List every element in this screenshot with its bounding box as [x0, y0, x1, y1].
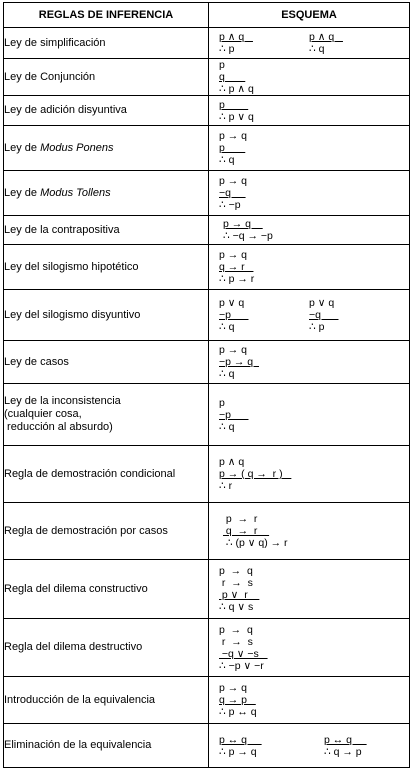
scheme-line: q → p: [219, 694, 256, 706]
scheme-line: q: [219, 71, 246, 83]
rule-name: Ley de la contrapositiva: [4, 216, 209, 245]
scheme-line: p ∨ q: [309, 297, 335, 309]
scheme-line: p: [219, 396, 225, 409]
rule-scheme: [209, 341, 410, 384]
rule-name: Regla de demostración condicional: [4, 446, 209, 503]
table-row: [4, 28, 410, 59]
table-row: [4, 171, 410, 216]
scheme-block: [219, 130, 247, 166]
table-row: [4, 126, 410, 171]
rule-name-line: Ley de la inconsistencia: [4, 395, 121, 407]
scheme-line: p → q: [219, 344, 248, 356]
scheme-line: p ∧ q: [309, 31, 343, 43]
scheme-line: r → s: [219, 577, 253, 589]
scheme-line: r → s: [219, 635, 253, 648]
scheme-line: −p → q: [219, 356, 259, 368]
rule-name: Ley de adición disyuntiva: [4, 96, 209, 126]
rule-name: Regla del dilema destructivo: [4, 619, 209, 677]
rule-scheme: [209, 28, 410, 59]
rule-scheme: [209, 446, 410, 503]
table-row: [4, 560, 410, 619]
scheme-line: p ∨ q: [219, 297, 245, 309]
scheme-block: [219, 175, 247, 211]
scheme-line: p → q: [219, 249, 248, 261]
scheme-block: [219, 31, 253, 55]
rule-name-part: Ley de: [4, 186, 41, 199]
scheme-line: ∴ r: [219, 480, 233, 492]
scheme-block: [219, 59, 254, 95]
scheme-block: [223, 513, 288, 549]
rule-column-header: REGLAS DE INFERENCIA: [4, 3, 209, 28]
scheme-line: p → q: [219, 682, 248, 694]
rule-scheme: [209, 290, 410, 341]
scheme-line: p ∨ r: [219, 589, 260, 601]
scheme-line: p ↔ q: [324, 733, 367, 746]
table-row: [4, 216, 410, 245]
rule-name: [4, 171, 209, 216]
scheme-line: ∴ p → q: [219, 745, 257, 758]
scheme-column-header: ESQUEMA: [209, 3, 410, 28]
scheme-line: ∴ p ∧ q: [219, 83, 254, 95]
scheme-line: ∴ q → p: [324, 745, 362, 758]
scheme-line: ∴ q: [219, 368, 235, 380]
rule-scheme: [209, 503, 410, 560]
scheme-line: ∴ −p ∨ −r: [219, 659, 264, 672]
scheme-block: [219, 297, 248, 333]
rule-scheme: [209, 724, 410, 768]
table-row: [4, 341, 410, 384]
rule-name: Eliminación de la equivalencia: [4, 724, 209, 768]
scheme-line: p → q: [219, 623, 253, 636]
scheme-block: [219, 734, 262, 758]
scheme-block: [219, 456, 291, 492]
rule-scheme: [209, 560, 410, 619]
rule-scheme: [209, 619, 410, 677]
table-row: [4, 724, 410, 768]
scheme-line: ∴ q: [219, 321, 235, 333]
scheme-line: p → q: [219, 565, 253, 577]
scheme-line: q → r: [219, 261, 254, 273]
scheme-line: ∴ p → r: [219, 273, 255, 285]
table-row: [4, 245, 410, 290]
scheme-line: ∴ (p ∨ q) → r: [223, 537, 288, 549]
rule-name: [4, 384, 209, 446]
scheme-block: [219, 565, 259, 613]
scheme-line: p: [219, 142, 246, 154]
rule-name: [4, 126, 209, 171]
rule-name-part: Modus Ponens: [40, 141, 114, 154]
scheme-line: −q ∨ −s: [219, 647, 268, 660]
scheme-line: p ∧ q: [219, 456, 245, 468]
scheme-line: ∴ p ↔ q: [219, 706, 257, 718]
scheme-line: −q: [309, 309, 339, 321]
scheme-block: [219, 99, 254, 123]
rule-scheme: [209, 245, 410, 290]
scheme-line: −p: [219, 408, 249, 421]
rule-scheme: [209, 96, 410, 126]
scheme-line: p: [219, 98, 249, 111]
scheme-line: ∴ p: [309, 321, 325, 333]
scheme-line: ∴ p: [219, 43, 235, 55]
rule-name-part: Modus Tollens: [40, 186, 111, 199]
scheme-block: [223, 218, 273, 242]
scheme-line: p → q: [219, 175, 248, 187]
scheme-line: p → r: [223, 513, 258, 525]
scheme-line: ∴ p ∨ q: [219, 110, 254, 123]
scheme-block: [309, 297, 338, 333]
scheme-line: ∴ q: [219, 420, 235, 433]
scheme-block: [219, 249, 254, 285]
table-row: [4, 96, 410, 126]
rule-scheme: [209, 216, 410, 245]
rule-name-part: Ley de: [4, 141, 41, 154]
scheme-line: p: [219, 59, 225, 71]
rule-name: Ley del silogismo hipotético: [4, 245, 209, 290]
scheme-line: −p: [219, 309, 249, 321]
rule-scheme: [209, 126, 410, 171]
scheme-line: ∴ q: [309, 43, 325, 55]
scheme-line: p → q: [219, 130, 248, 142]
scheme-block: [309, 31, 343, 55]
table-row: [4, 677, 410, 724]
scheme-line: ∴ −p: [219, 199, 241, 211]
scheme-line: −q: [219, 187, 246, 199]
rule-name: Introducción de la equivalencia: [4, 677, 209, 724]
rule-name-line: (cualquier cosa,: [4, 408, 82, 420]
scheme-line: ∴ q: [219, 154, 235, 166]
scheme-block: [219, 344, 259, 380]
rule-name: Ley de Conjunción: [4, 59, 209, 96]
rule-scheme: [209, 384, 410, 446]
scheme-line: ∴ −q → −p: [223, 230, 273, 242]
table-row: [4, 290, 410, 341]
rule-name: Ley de simplificación: [4, 28, 209, 59]
scheme-line: q → r: [223, 525, 270, 537]
scheme-block: [324, 734, 367, 758]
scheme-line: p ∧ q: [219, 31, 253, 43]
rule-name: Ley del silogismo disyuntivo: [4, 290, 209, 341]
rule-name: Regla del dilema constructivo: [4, 560, 209, 619]
table-row: [4, 384, 410, 446]
scheme-line: p ↔ q: [219, 733, 262, 746]
scheme-line: p → q: [223, 218, 263, 230]
scheme-block: [219, 682, 257, 718]
rule-scheme: [209, 677, 410, 724]
table-row: [4, 59, 410, 96]
rule-scheme: [209, 59, 410, 96]
inference-rules-table: [3, 2, 410, 768]
rule-name: Regla de demostración por casos: [4, 503, 209, 560]
scheme-block: [219, 397, 248, 433]
table-row: [4, 446, 410, 503]
scheme-line: p → ( q → r ): [219, 468, 292, 480]
scheme-line: ∴ q ∨ s: [219, 601, 254, 613]
rule-name: Ley de casos: [4, 341, 209, 384]
header-row: [4, 3, 410, 28]
rule-scheme: [209, 171, 410, 216]
table-row: [4, 619, 410, 677]
table-row: [4, 503, 410, 560]
scheme-block: [219, 624, 268, 672]
rule-name-line: reducción al absurdo): [4, 421, 113, 433]
